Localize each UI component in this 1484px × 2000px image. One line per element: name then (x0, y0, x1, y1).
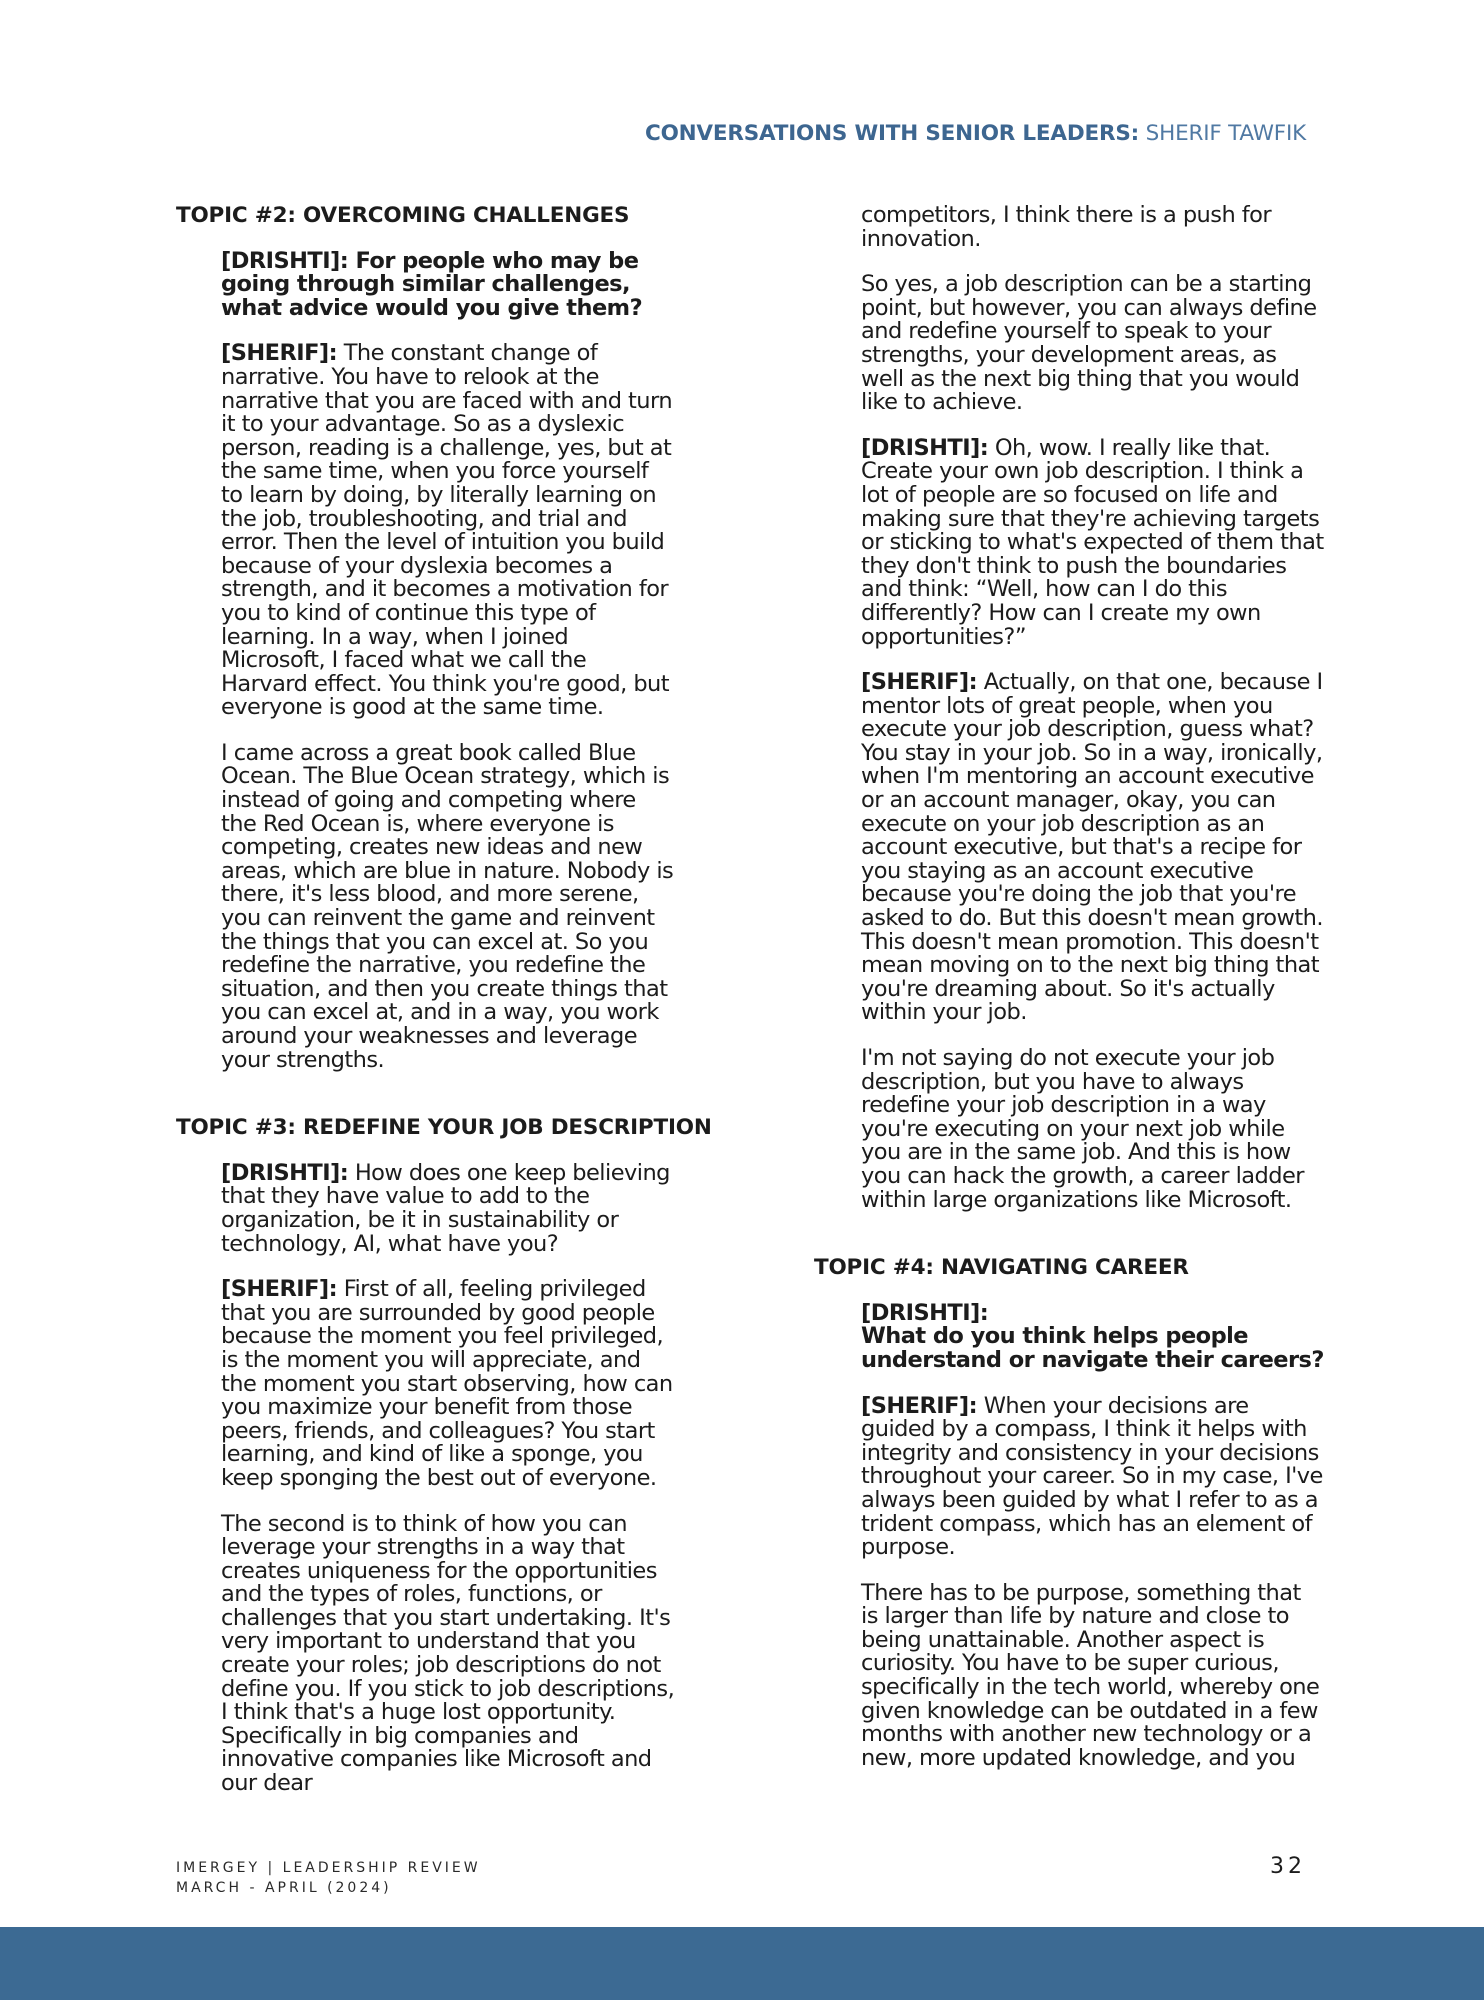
not-saying-paragraph: I'm not saying do not execute your job description, but you have to always redefine your job description in a way you're executing on your next job while you are in the same job. And this is how you can hack the growth, a career ladder within large organizations like Microsoft. (861, 1045, 1304, 1213)
topic4-question (861, 1299, 1324, 1373)
question-text: What do you think helps people understand or navigate their careers? (861, 1323, 1324, 1373)
topic3-question (221, 1159, 676, 1257)
footer-publication-info (176, 1858, 481, 1898)
question-speaker: [DRISHTI]: (221, 247, 349, 274)
drishti-text: Oh, wow. I really like that. Create your own job description. I think a lot of people are so focused on life and making sure that they're achieving targets or sticking to what's expected of them that they don't think to push the boundaries and think: “Well, how can I do this differently? How can I create my own opportunities?” (861, 434, 1324, 650)
question-text: How does one keep believing that they have value to add to the organization, be it in sustainability or technology, AI, what have you? (221, 1159, 670, 1257)
job-description-paragraph: So yes, a job description can be a starting point, but however, you can always define and redefine yourself to speak to your strengths, your development areas, as well as the next big thing that you would like to achieve. (861, 271, 1317, 416)
topic4-paragraph: There has to be purpose, something that is larger than life by nature and close to being unattainable. Another aspect is curiosity. You have to be super curious, specifically in the tech world, whereby one given knowledge can be outdated in a few months with another new technology or a new, more updated knowledge, and you (861, 1579, 1320, 1771)
right-body (861, 204, 1324, 1212)
topic2-paragraph: I came across a great book called Blue Ocean. The Blue Ocean strategy, which is instead of going and competing where the Red Ocean is, where everyone is competing, creates new ideas and new areas, which are blue in nature. Nobody is there, it's less blood, and more serene, you can reinvent the game and reinvent the things that you can excel at. So you redefine the narrative, you redefine the situation, and then you create things that you can excel at, and in a way, you work around your weaknesses and leverage your strengths. (221, 739, 674, 1073)
topic2-question (221, 247, 676, 321)
topic3-body (221, 1159, 676, 1797)
topic2-answer (221, 342, 676, 720)
question-text: For people who may be going through similar challenges, what advice would you give them? (221, 247, 643, 321)
topic4-body (861, 1299, 1324, 1771)
topic2-title: TOPIC #2: OVERCOMING CHALLENGES (176, 203, 630, 228)
answer-speaker: [SHERIF]: (861, 1392, 978, 1419)
topic2-body (221, 247, 676, 1073)
page-number: 32 (1270, 1854, 1306, 1879)
question-speaker: [DRISHTI]: (861, 1299, 989, 1326)
question-speaker: [DRISHTI]: (221, 1159, 349, 1186)
drishti-speaker: [DRISHTI]: (861, 434, 989, 461)
footer-publication: IMERGEY | LEADERSHIP REVIEW (176, 1860, 481, 1876)
sherif-text: Actually, on that one, because I mentor lots of great people, when you execute your job description, guess what? You stay in your job. So in a way, ironically, when I'm mentoring an account executive or an account manager, okay, you can execute on your job description as an account executive, but that's a recipe for you staying as an account executive because you're doing the job that you're asked to do. But this doesn't mean growth. This doesn't mean promotion. This doesn't mean moving on to the next big thing that you're dreaming about. So it's actually within your job. (861, 669, 1323, 1026)
header-guest: SHERIF TAWFIK (1145, 121, 1306, 146)
answer-text: First of all, feeling privileged that you are surrounded by good people because the moment you feel privileged, is the moment you will appreciate, and the moment you start observing, how can you maximize your benefit from those peers, friends, and colleagues? You start learning, and kind of like a sponge, you keep sponging the best out of everyone. (221, 1276, 673, 1491)
answer-speaker: [SHERIF]: (221, 340, 338, 367)
answer-text: When your decisions are guided by a compass, I think it helps with integrity and consistency in your decisions throughout your career. So in my case, I've always been guided by what I refer to as a trident compass, which has an element of purpose. (861, 1392, 1323, 1561)
left-column (176, 203, 712, 1818)
topic4-title: TOPIC #4: NAVIGATING CAREER (814, 1255, 1189, 1281)
running-header (645, 121, 1306, 146)
answer-speaker: [SHERIF]: (221, 1276, 338, 1303)
topic3-answer (221, 1278, 676, 1490)
header-series: CONVERSATIONS WITH SENIOR LEADERS: (644, 121, 1140, 146)
topic3-title: TOPIC #3: REDEFINE YOUR JOB DESCRIPTION (176, 1115, 712, 1141)
answer-text: The constant change of narrative. You have to relook at the narrative that you are faced with and turn it to your advantage. So as a dyslexic person, reading is a challenge, yes, but at the same time, when you force yourself to learn by doing, by literally learning on the job, troubleshooting, and trial and error. Then the level of intuition you build because of your dyslexia becomes a strength, and it becomes a motivation for you to kind of continue this type of learning. In a way, when I joined Microsoft, I faced what we call the Harvard effect. You think you're good, but everyone is good at the same time. (221, 340, 673, 721)
topic3-paragraph: The second is to think of how you can leverage your strengths in a way that creates uniqueness for the opportunities and the types of roles, functions, or challenges that you start undertaking. It's very important to understand that you create your roles; job descriptions do not define you. If you stick to job descriptions, I think that's a huge lost opportunity. Specifically in big companies and innovative companies like Microsoft and our dear (221, 1510, 675, 1797)
sherif-response (861, 671, 1324, 1025)
right-column (814, 204, 1324, 1792)
footer-issue: MARCH - APRIL (2024) (176, 1880, 392, 1896)
continuation-paragraph: competitors, I think there is a push for innovation. (861, 202, 1272, 252)
sherif-speaker: [SHERIF]: (861, 669, 978, 696)
topic4-answer (861, 1392, 1324, 1561)
footer-band (0, 1927, 1484, 2000)
drishti-response (861, 434, 1324, 650)
